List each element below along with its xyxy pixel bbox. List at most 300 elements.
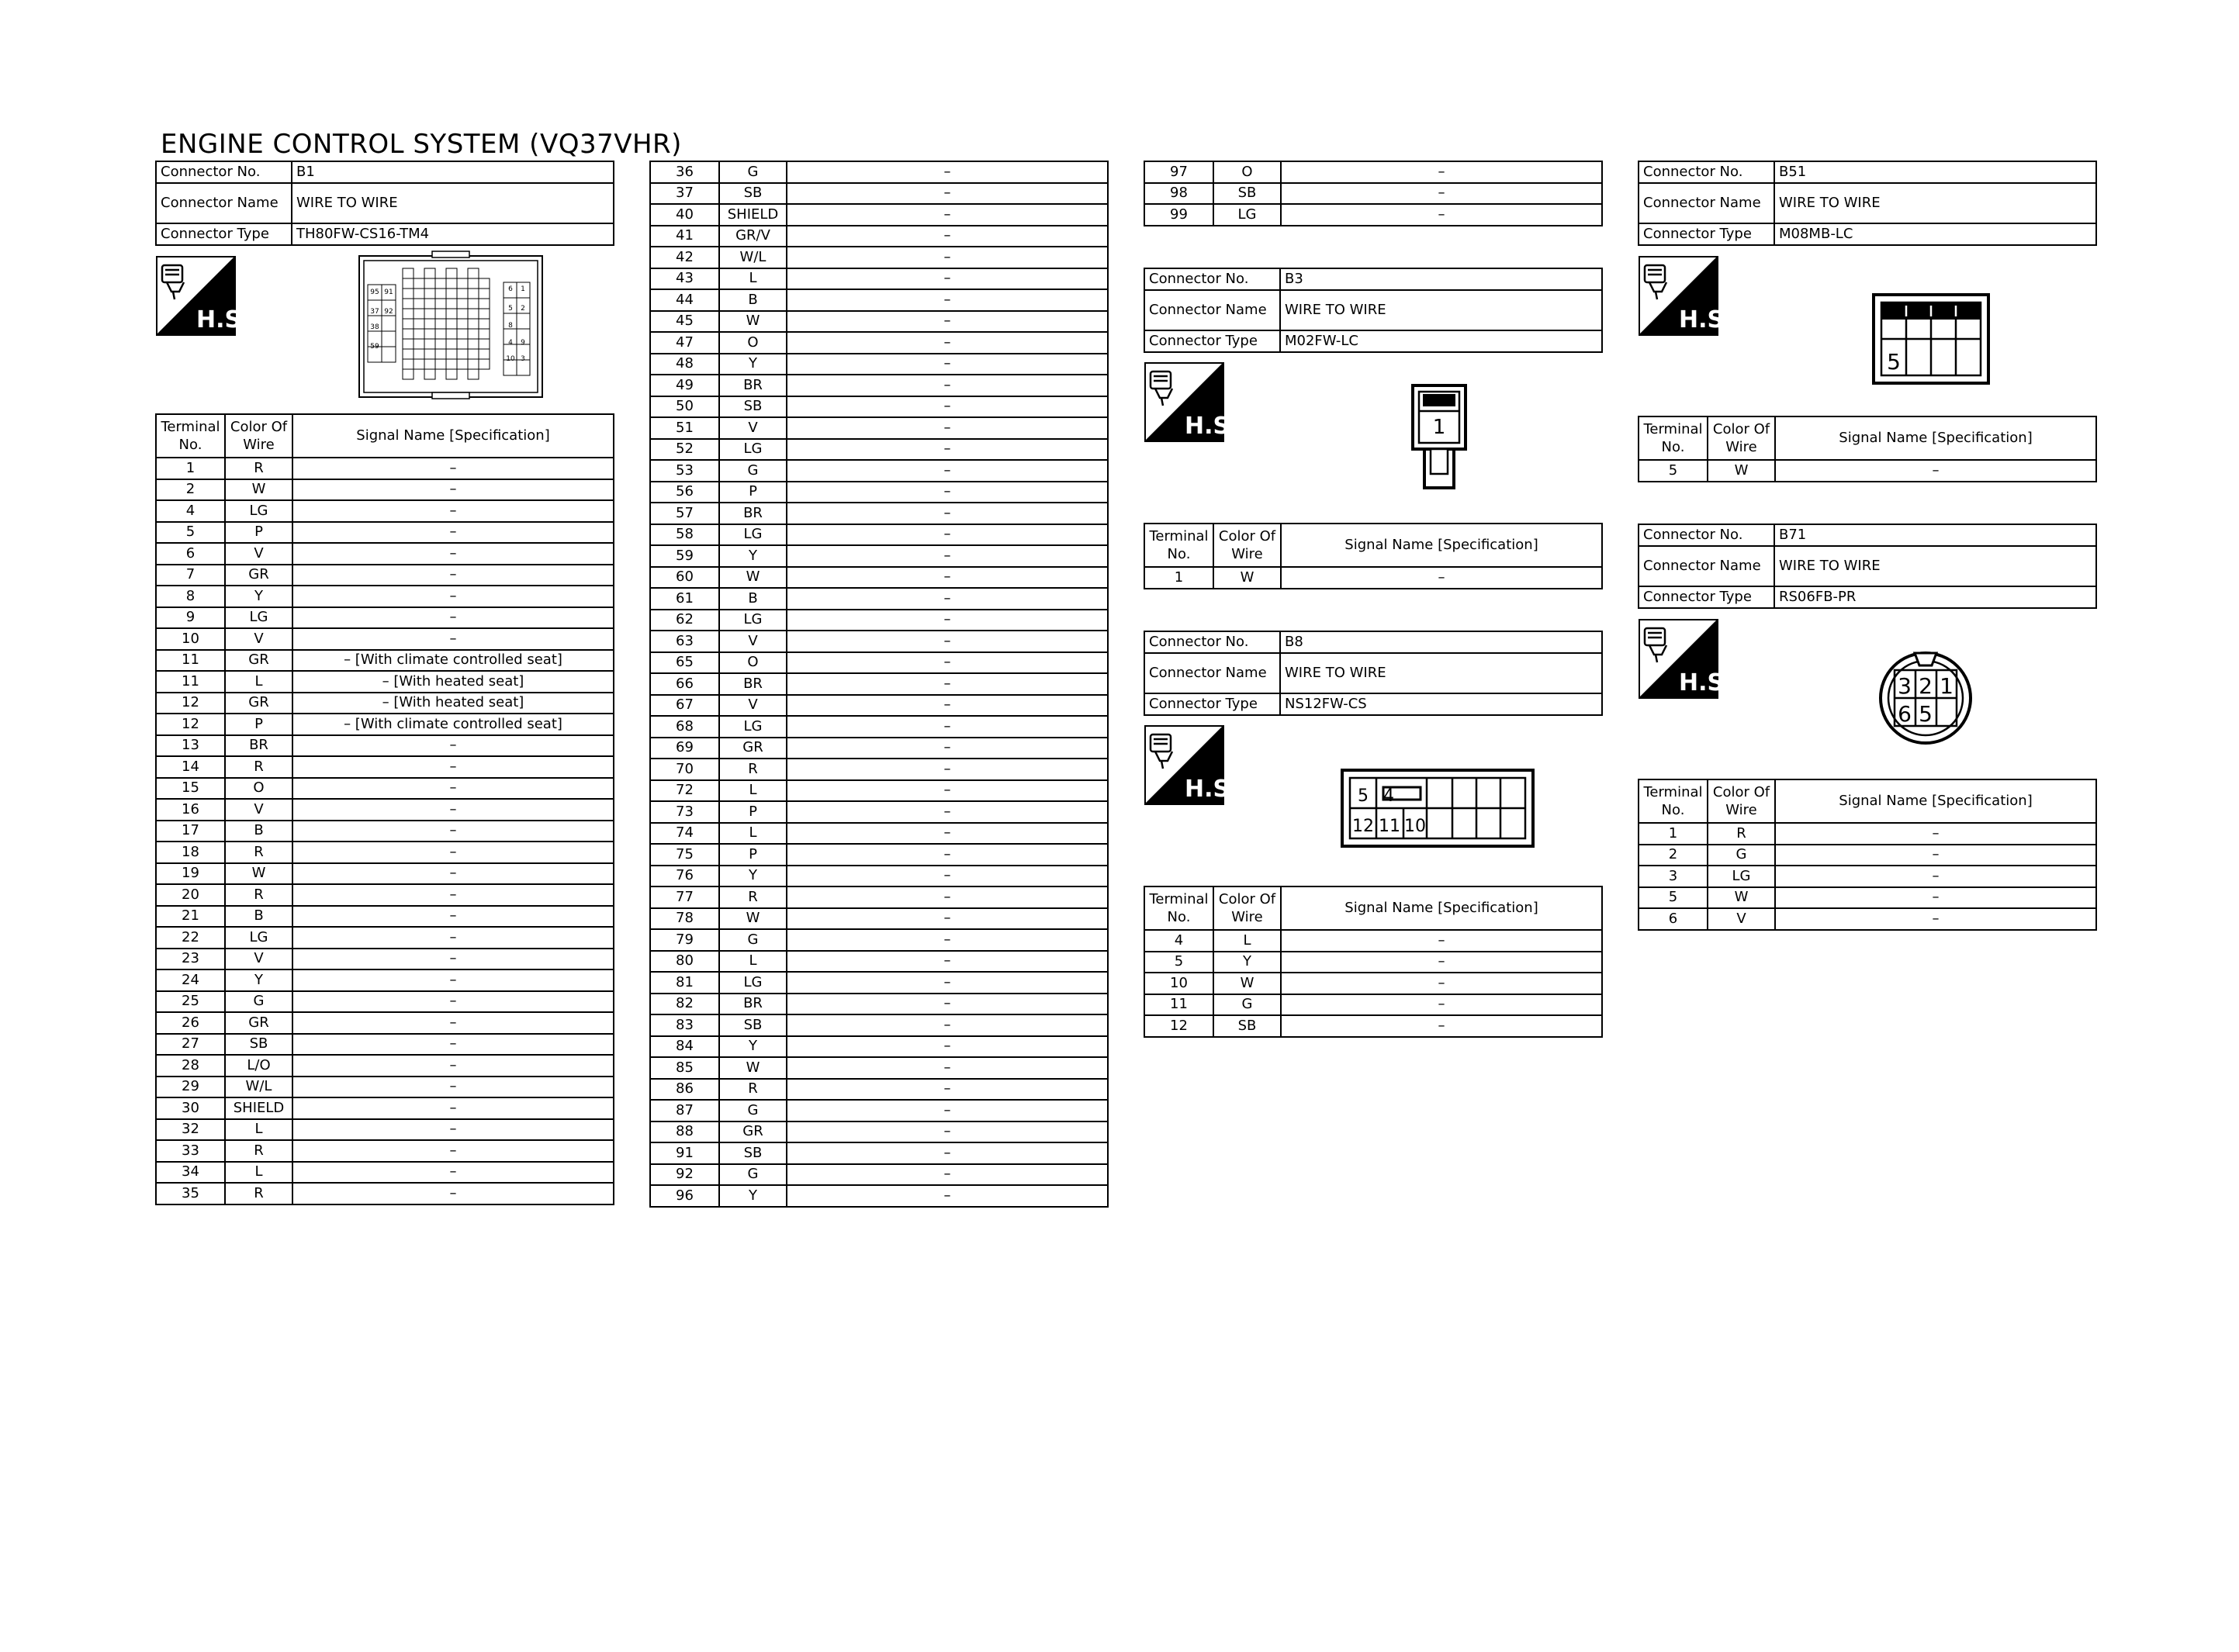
terminal-no-cell: 52 <box>650 439 719 461</box>
signal-name-cell: – <box>1775 908 2096 930</box>
b71-terminal-table <box>1638 779 2097 931</box>
terminal-no-cell: 47 <box>650 332 719 354</box>
terminal-no-cell: 80 <box>650 951 719 973</box>
signal-name-cell: – <box>787 354 1108 375</box>
wire-color-cell: Y <box>225 586 292 607</box>
terminal-no-cell: 60 <box>650 567 719 589</box>
b3-connector-no: B3 <box>1280 268 1602 290</box>
terminal-no-cell: 7 <box>156 565 225 586</box>
b71-pin-label: 3 <box>1898 673 1912 699</box>
wire-color-cell: Y <box>225 969 292 991</box>
table-row <box>650 738 1108 759</box>
signal-name-cell: – <box>1281 183 1602 205</box>
wire-color-cell: GR <box>225 565 292 586</box>
signal-name-header: Signal Name [Specification] <box>1775 416 2096 460</box>
b1-info-table <box>155 161 614 246</box>
signal-name-cell: – <box>787 972 1108 994</box>
wire-color-cell: V <box>719 695 787 717</box>
table-row <box>650 1057 1108 1079</box>
terminal-no-cell: 70 <box>650 759 719 780</box>
color-of-wire-header: Color Of Wire <box>225 414 292 458</box>
terminal-no-cell: 10 <box>1144 973 1213 994</box>
table-row <box>156 714 614 735</box>
wire-color-cell: GR <box>225 650 292 672</box>
table-row <box>650 289 1108 311</box>
terminal-no-cell: 69 <box>650 738 719 759</box>
wire-color-cell: O <box>719 652 787 674</box>
signal-name-cell: – <box>787 183 1108 205</box>
signal-name-cell: – <box>787 439 1108 461</box>
wire-color-cell: BR <box>719 994 787 1015</box>
wire-color-cell: R <box>225 458 292 479</box>
table-row <box>650 545 1108 567</box>
table-row <box>156 949 614 970</box>
wire-color-cell: V <box>225 799 292 821</box>
table-row <box>1144 994 1602 1016</box>
color-of-wire-header: Color Of Wire <box>1213 524 1281 567</box>
table-row <box>650 503 1108 524</box>
b3-pin-label: 1 <box>1432 416 1446 439</box>
terminal-no-cell: 66 <box>650 673 719 695</box>
terminal-no-cell: 59 <box>650 545 719 567</box>
signal-name-cell: – <box>787 652 1108 674</box>
b1-pin-label: 6 <box>508 285 513 293</box>
wire-color-cell: LG <box>719 439 787 461</box>
table-row <box>1144 204 1602 226</box>
table-row <box>650 482 1108 503</box>
table-row <box>650 311 1108 333</box>
signal-name-cell: – <box>292 1055 614 1077</box>
b1-pin-label: 10 <box>506 355 515 363</box>
signal-name-cell: – <box>292 1140 614 1162</box>
connector-no-label: Connector No. <box>1639 161 1774 183</box>
b1-pin-label: 8 <box>508 322 513 330</box>
table-row <box>156 799 614 821</box>
terminal-no-cell: 25 <box>156 991 225 1013</box>
signal-name-cell: – <box>1281 1015 1602 1037</box>
table-row <box>650 439 1108 461</box>
wire-color-cell: L <box>225 1162 292 1184</box>
wire-color-cell: V <box>225 949 292 970</box>
terminal-no-cell: 17 <box>156 821 225 842</box>
table-row <box>650 866 1108 887</box>
table-row <box>1144 930 1602 952</box>
terminal-no-cell: 22 <box>156 927 225 949</box>
terminal-no-cell: 36 <box>650 161 719 183</box>
terminal-no-cell: 77 <box>650 886 719 908</box>
wire-color-cell: O <box>225 778 292 800</box>
wire-color-cell: Y <box>719 354 787 375</box>
connector-type-label: Connector Type <box>1639 586 1774 608</box>
signal-name-cell: – <box>1775 823 2096 845</box>
b1-connector-no: B1 <box>292 161 614 183</box>
b71-info-table <box>1638 524 2097 609</box>
signal-name-cell: – <box>787 545 1108 567</box>
signal-name-cell: – <box>787 1164 1108 1186</box>
signal-name-cell: – <box>787 1057 1108 1079</box>
b1-pin-label: 4 <box>508 339 513 347</box>
wire-color-cell: SB <box>719 1142 787 1164</box>
wire-color-cell: P <box>719 801 787 823</box>
svg-text:H.S.: H.S. <box>1185 776 1239 803</box>
b8-pin-label: 5 <box>1358 786 1369 806</box>
signal-name-cell: – <box>292 991 614 1013</box>
signal-name-cell: – <box>292 1162 614 1184</box>
signal-name-cell: – <box>787 823 1108 845</box>
terminal-no-cell: 76 <box>650 866 719 887</box>
signal-name-cell: – <box>787 1121 1108 1143</box>
wire-color-cell: P <box>225 714 292 735</box>
wire-color-cell: LG <box>225 607 292 629</box>
terminal-no-cell: 5 <box>1144 952 1213 973</box>
terminal-no-cell: 30 <box>156 1097 225 1119</box>
signal-name-cell: – [With heated seat] <box>292 693 614 714</box>
table-row <box>650 1100 1108 1121</box>
terminal-no-cell: 99 <box>1144 204 1213 226</box>
table-row <box>650 268 1108 290</box>
svg-text:H.S.: H.S. <box>196 306 251 334</box>
table-row <box>156 1162 614 1184</box>
terminal-no-cell: 67 <box>650 695 719 717</box>
wire-color-cell: V <box>225 543 292 565</box>
table-row <box>650 183 1108 205</box>
b3-connector-face <box>1410 383 1468 492</box>
signal-name-cell: – <box>292 756 614 778</box>
terminal-no-cell: 84 <box>650 1036 719 1058</box>
wire-color-cell: P <box>225 522 292 544</box>
terminal-no-cell: 18 <box>156 842 225 863</box>
b8-connector-no: B8 <box>1280 631 1602 653</box>
wire-color-cell: L <box>719 823 787 845</box>
table-row <box>156 1055 614 1077</box>
terminal-no-cell: 5 <box>1639 887 1708 909</box>
signal-name-cell: – <box>787 268 1108 290</box>
b1-terminal-table-cont <box>649 161 1109 1208</box>
signal-name-cell: – <box>787 610 1108 631</box>
connector-no-label: Connector No. <box>156 161 292 183</box>
signal-name-cell: – <box>292 1183 614 1204</box>
b51-pin-label: 5 <box>1887 349 1901 375</box>
connector-name-label: Connector Name <box>1144 653 1280 693</box>
wire-color-cell: R <box>719 759 787 780</box>
wire-color-cell: LG <box>225 500 292 522</box>
signal-name-cell: – <box>1281 204 1602 226</box>
table-row <box>156 1119 614 1141</box>
wire-color-cell: W <box>225 479 292 501</box>
table-row <box>156 842 614 863</box>
table-row <box>650 460 1108 482</box>
terminal-no-header: Terminal No. <box>1639 779 1708 823</box>
table-row <box>156 969 614 991</box>
signal-name-cell: – <box>787 695 1108 717</box>
b1-pin-label: 37 <box>370 308 379 316</box>
wire-color-cell: G <box>225 991 292 1013</box>
table-row <box>650 1164 1108 1186</box>
terminal-no-cell: 11 <box>1144 994 1213 1016</box>
wire-color-cell: G <box>719 929 787 951</box>
terminal-no-cell: 96 <box>650 1185 719 1207</box>
color-of-wire-header: Color Of Wire <box>1708 779 1775 823</box>
signal-name-cell: – <box>1775 460 2096 482</box>
wire-color-cell: V <box>719 417 787 439</box>
signal-name-cell: – <box>1281 973 1602 994</box>
connector-type-label: Connector Type <box>1144 330 1280 352</box>
wire-color-cell: W <box>719 1057 787 1079</box>
wire-color-cell: O <box>719 332 787 354</box>
b8-terminal-table <box>1144 886 1603 1038</box>
signal-name-cell: – <box>292 628 614 650</box>
signal-name-cell: – <box>787 780 1108 802</box>
signal-name-cell: – <box>787 1100 1108 1121</box>
terminal-no-cell: 1 <box>156 458 225 479</box>
signal-name-cell: – <box>787 631 1108 652</box>
terminal-no-cell: 1 <box>1144 567 1213 589</box>
signal-name-cell: – <box>1281 952 1602 973</box>
wire-color-cell: G <box>1708 845 1775 866</box>
wire-color-cell: G <box>719 1164 787 1186</box>
wire-color-cell: B <box>719 588 787 610</box>
signal-name-cell: – <box>787 204 1108 226</box>
page-title: ENGINE CONTROL SYSTEM (VQ37VHR) <box>161 129 682 160</box>
table-row <box>650 567 1108 589</box>
b71-connector-name: WIRE TO WIRE <box>1774 546 2096 586</box>
terminal-no-header: Terminal No. <box>1639 416 1708 460</box>
b51-connector-face <box>1872 293 1990 385</box>
signal-name-cell: – <box>1281 930 1602 952</box>
table-row <box>156 1183 614 1204</box>
terminal-no-cell: 35 <box>156 1183 225 1204</box>
wire-color-cell: Y <box>719 866 787 887</box>
wire-color-cell: Y <box>1213 952 1281 973</box>
harness-side-icon <box>156 256 251 336</box>
signal-name-cell: – <box>292 949 614 970</box>
wire-color-cell: L/O <box>225 1055 292 1077</box>
table-row <box>650 354 1108 375</box>
svg-text:H.S.: H.S. <box>1185 413 1239 440</box>
table-row <box>156 500 614 522</box>
wire-color-cell: GR <box>719 1121 787 1143</box>
terminal-no-cell: 48 <box>650 354 719 375</box>
wire-color-cell: G <box>719 161 787 183</box>
wire-color-cell: R <box>225 884 292 906</box>
table-row <box>1144 1015 1602 1037</box>
wire-color-cell: LG <box>1708 866 1775 887</box>
signal-name-cell: – <box>787 673 1108 695</box>
wire-color-cell: SB <box>1213 1015 1281 1037</box>
signal-name-cell: – <box>787 311 1108 333</box>
table-row <box>650 780 1108 802</box>
connector-type-label: Connector Type <box>1639 223 1774 245</box>
signal-name-cell: – <box>787 161 1108 183</box>
wire-color-cell: B <box>225 906 292 928</box>
terminal-no-cell: 81 <box>650 972 719 994</box>
signal-name-cell: – <box>787 1185 1108 1207</box>
signal-name-cell: – <box>787 332 1108 354</box>
table-row <box>1639 845 2096 866</box>
table-row <box>650 1036 1108 1058</box>
terminal-no-cell: 74 <box>650 823 719 845</box>
signal-name-cell: – <box>787 460 1108 482</box>
terminal-no-cell: 78 <box>650 908 719 930</box>
table-row <box>650 673 1108 695</box>
terminal-no-cell: 58 <box>650 524 719 546</box>
b1-pin-label: 3 <box>521 355 525 363</box>
table-row <box>1144 952 1602 973</box>
signal-name-cell: – <box>1281 994 1602 1016</box>
b1-pin-label: 95 <box>370 289 379 296</box>
signal-name-cell: – <box>292 842 614 863</box>
table-row <box>650 652 1108 674</box>
b51-info-table <box>1638 161 2097 246</box>
terminal-no-cell: 23 <box>156 949 225 970</box>
table-row <box>650 908 1108 930</box>
wire-color-cell: GR <box>719 738 787 759</box>
wire-color-cell: R <box>225 1140 292 1162</box>
wire-color-cell: LG <box>225 927 292 949</box>
signal-name-cell: – <box>292 1119 614 1141</box>
table-row <box>650 375 1108 396</box>
table-row <box>156 756 614 778</box>
signal-name-header: Signal Name [Specification] <box>292 414 614 458</box>
harness-side-icon <box>1144 362 1239 442</box>
terminal-no-cell: 65 <box>650 652 719 674</box>
wire-color-cell: W <box>1708 887 1775 909</box>
wire-color-cell: W <box>1213 973 1281 994</box>
signal-name-cell: – <box>787 886 1108 908</box>
table-row <box>156 778 614 800</box>
signal-name-cell: – <box>292 1077 614 1098</box>
b8-connector-type: NS12FW-CS <box>1280 693 1602 715</box>
terminal-no-cell: 53 <box>650 460 719 482</box>
terminal-no-cell: 21 <box>156 906 225 928</box>
signal-name-cell: – <box>787 247 1108 268</box>
connector-name-label: Connector Name <box>1639 546 1774 586</box>
b8-pin-label: 11 <box>1379 817 1400 836</box>
table-row <box>156 821 614 842</box>
terminal-no-cell: 16 <box>156 799 225 821</box>
table-row <box>650 994 1108 1015</box>
terminal-no-cell: 29 <box>156 1077 225 1098</box>
wire-color-cell: G <box>719 460 787 482</box>
wire-color-cell: B <box>225 821 292 842</box>
terminal-no-cell: 4 <box>1144 930 1213 952</box>
wire-color-cell: V <box>719 631 787 652</box>
b71-pin-label: 5 <box>1919 701 1933 727</box>
wire-color-cell: W <box>225 863 292 885</box>
table-row <box>156 1012 614 1034</box>
terminal-no-cell: 68 <box>650 716 719 738</box>
wire-color-cell: W <box>1213 567 1281 589</box>
signal-name-cell: – <box>787 524 1108 546</box>
signal-name-cell: – <box>1775 866 2096 887</box>
table-row <box>650 610 1108 631</box>
table-row <box>1144 973 1602 994</box>
table-row <box>650 161 1108 183</box>
table-row <box>1144 567 1602 589</box>
b1-connector-face <box>358 250 544 402</box>
signal-name-cell: – <box>787 908 1108 930</box>
b71-connector-face <box>1876 647 1975 746</box>
table-row <box>650 844 1108 866</box>
signal-name-header: Signal Name [Specification] <box>1281 524 1602 567</box>
terminal-no-cell: 20 <box>156 884 225 906</box>
table-row <box>156 1077 614 1098</box>
terminal-no-cell: 15 <box>156 778 225 800</box>
terminal-no-cell: 42 <box>650 247 719 268</box>
connector-name-label: Connector Name <box>156 183 292 223</box>
table-row <box>650 332 1108 354</box>
table-row <box>650 588 1108 610</box>
wire-color-cell: LG <box>719 524 787 546</box>
b1-terminal-table-cont2 <box>1144 161 1603 226</box>
wire-color-cell: SHIELD <box>225 1097 292 1119</box>
b8-pin-label: 10 <box>1404 817 1426 836</box>
table-row <box>156 693 614 714</box>
signal-name-cell: – <box>787 226 1108 247</box>
signal-name-cell: – <box>292 565 614 586</box>
connector-no-label: Connector No. <box>1144 268 1280 290</box>
signal-name-cell: – <box>787 951 1108 973</box>
signal-name-cell: – <box>787 417 1108 439</box>
terminal-no-cell: 2 <box>1639 845 1708 866</box>
signal-name-cell: – <box>1775 845 2096 866</box>
table-row <box>156 479 614 501</box>
signal-name-cell: – <box>787 716 1108 738</box>
table-row <box>156 863 614 885</box>
signal-name-cell: – <box>787 801 1108 823</box>
table-row <box>156 607 614 629</box>
terminal-no-cell: 5 <box>156 522 225 544</box>
wire-color-cell: B <box>719 289 787 311</box>
table-row <box>156 991 614 1013</box>
wire-color-cell: LG <box>1213 204 1281 226</box>
wire-color-cell: L <box>225 1119 292 1141</box>
table-row <box>650 631 1108 652</box>
wire-color-cell: R <box>225 842 292 863</box>
terminal-no-cell: 14 <box>156 756 225 778</box>
b8-pin-label: 4 <box>1383 786 1394 806</box>
b71-connector-type: RS06FB-PR <box>1774 586 2096 608</box>
terminal-no-cell: 28 <box>156 1055 225 1077</box>
wire-color-cell: L <box>719 780 787 802</box>
table-row <box>156 565 614 586</box>
b71-pin-label: 1 <box>1940 673 1954 699</box>
table-row <box>156 671 614 693</box>
signal-name-cell: – <box>787 759 1108 780</box>
color-of-wire-header: Color Of Wire <box>1213 886 1281 930</box>
terminal-no-cell: 12 <box>1144 1015 1213 1037</box>
table-row <box>1144 183 1602 205</box>
b8-pin-label: 12 <box>1352 817 1374 836</box>
terminal-no-cell: 98 <box>1144 183 1213 205</box>
b71-pin-label: 6 <box>1898 701 1912 727</box>
terminal-no-cell: 10 <box>156 628 225 650</box>
terminal-no-cell: 87 <box>650 1100 719 1121</box>
connector-name-label: Connector Name <box>1144 290 1280 330</box>
terminal-no-cell: 3 <box>1639 866 1708 887</box>
signal-name-cell: – [With heated seat] <box>292 671 614 693</box>
wire-color-cell: Y <box>719 1185 787 1207</box>
signal-name-cell: – <box>292 778 614 800</box>
table-row <box>650 695 1108 717</box>
table-row <box>650 759 1108 780</box>
table-row <box>650 204 1108 226</box>
b3-connector-type: M02FW-LC <box>1280 330 1602 352</box>
table-row <box>650 417 1108 439</box>
wire-color-cell: V <box>1708 908 1775 930</box>
table-row <box>156 586 614 607</box>
table-row <box>650 716 1108 738</box>
